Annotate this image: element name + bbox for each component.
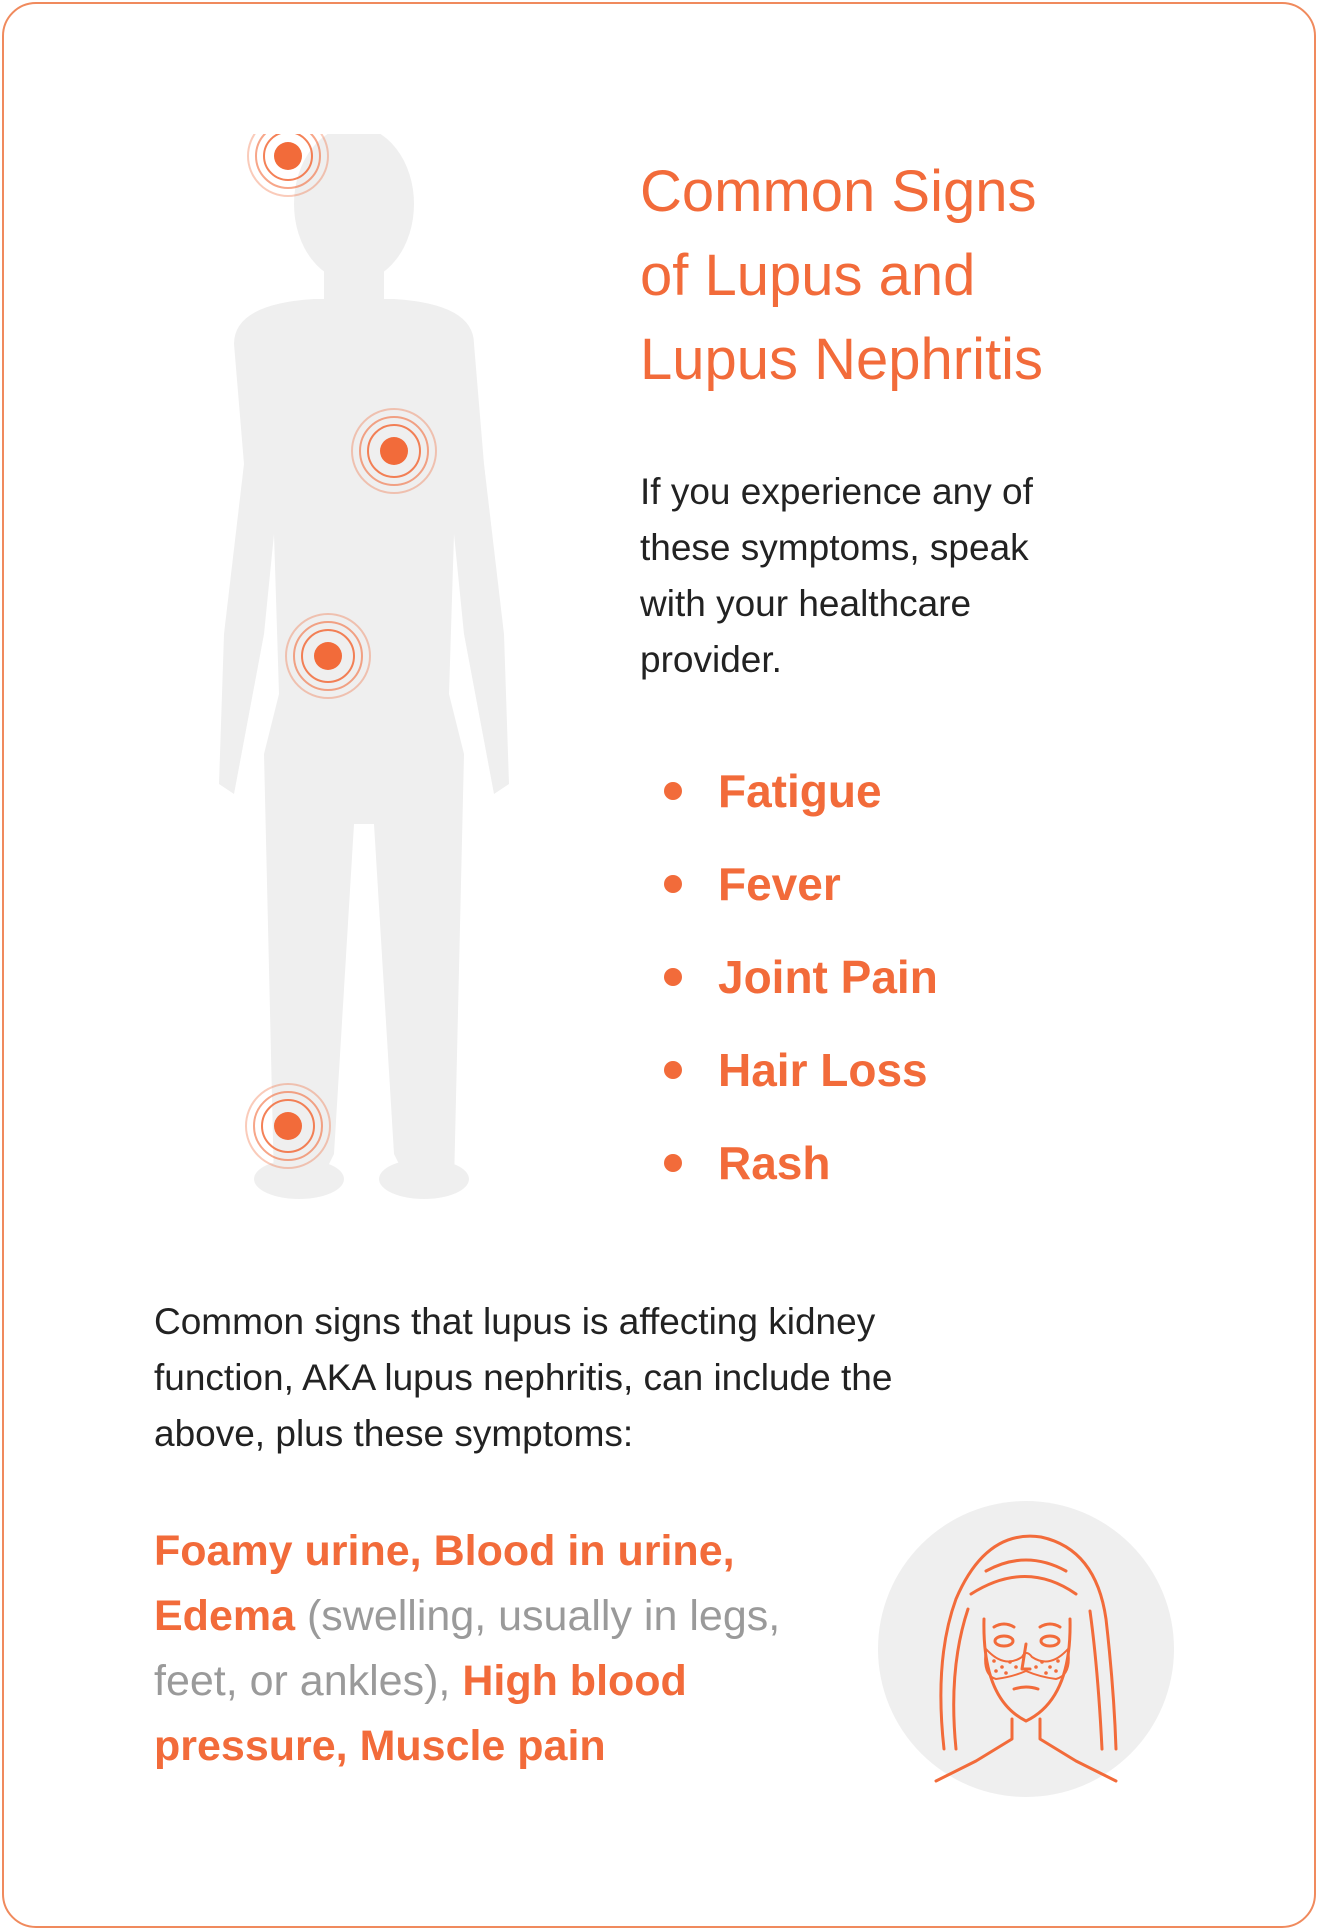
- intro-line-2: these symptoms, speak: [640, 527, 1029, 568]
- list-item: [664, 1023, 938, 1116]
- list-item: [664, 1116, 938, 1209]
- bullet-icon: [664, 968, 682, 986]
- bullet-icon: [664, 782, 682, 800]
- list-item: [664, 930, 938, 1023]
- symptom-label: Hair Loss: [718, 1043, 928, 1096]
- symptom-label: Joint Pain: [718, 950, 938, 1003]
- kidney-intro-text: [154, 1294, 1014, 1462]
- symptom-edema: Edema: [154, 1592, 296, 1640]
- symptom-label: Fever: [718, 857, 841, 910]
- edema-note: (swelling, usually in legs, feet, or ankles),: [154, 1592, 781, 1705]
- intro-line-1: If you experience any of: [640, 471, 1033, 512]
- infographic-card: [2, 2, 1316, 1928]
- bullet-icon: [664, 875, 682, 893]
- list-item: [664, 744, 938, 837]
- face-rash-icon: [876, 1499, 1176, 1799]
- symptom-blood-in-urine: Blood in urine,: [433, 1527, 735, 1575]
- title-line-2: of Lupus and: [640, 243, 976, 308]
- kidney-symptoms-text: [154, 1519, 824, 1779]
- kidney-intro-line-3: above, plus these symptoms:: [154, 1413, 634, 1454]
- symptom-muscle-pain: Muscle pain: [359, 1722, 606, 1770]
- title-line-1: Common Signs: [640, 159, 1037, 224]
- kidney-intro-line-1: Common signs that lupus is affecting kidney: [154, 1301, 876, 1342]
- page-title: [640, 150, 1200, 402]
- symptom-label: Rash: [718, 1136, 831, 1189]
- body-silhouette-icon: [164, 134, 624, 1224]
- list-item: [664, 837, 938, 930]
- symptom-foamy-urine: Foamy urine,: [154, 1527, 422, 1575]
- title-line-3: Lupus Nephritis: [640, 327, 1043, 392]
- symptom-high-blood-pressure: High blood pressure,: [154, 1657, 687, 1770]
- bullet-icon: [664, 1061, 682, 1079]
- bullet-icon: [664, 1154, 682, 1172]
- intro-line-3: with your healthcare: [640, 583, 972, 624]
- intro-text: [640, 464, 1140, 688]
- symptom-list: [664, 744, 938, 1209]
- kidney-intro-line-2: function, AKA lupus nephritis, can include the: [154, 1357, 893, 1398]
- symptom-label: Fatigue: [718, 764, 882, 817]
- intro-line-4: provider.: [640, 639, 782, 680]
